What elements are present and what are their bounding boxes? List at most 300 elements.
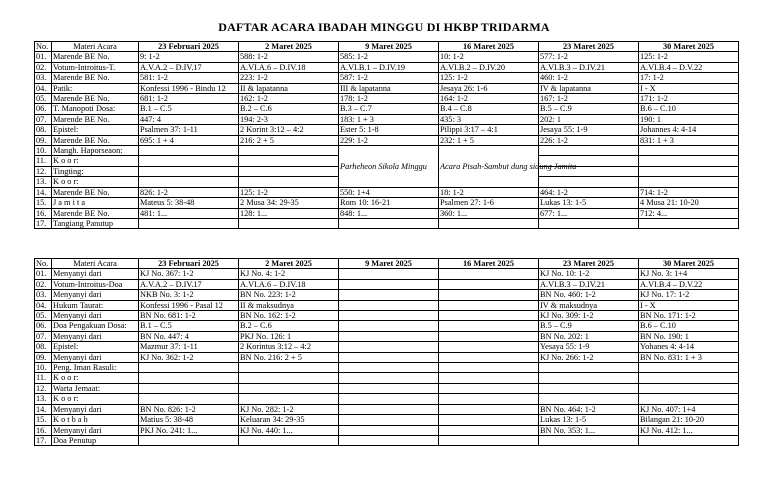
- row-number: 14.: [35, 404, 52, 414]
- table-cell: [439, 279, 539, 289]
- row-number: 14.: [35, 187, 52, 197]
- table-cell: [139, 383, 239, 393]
- table-cell: 585: 1-2: [339, 52, 439, 62]
- table-cell: B.5 – C.9: [539, 321, 639, 331]
- table-cell: 588: 1-2: [239, 52, 339, 62]
- row-number: 16.: [35, 208, 52, 218]
- table-cell: 2 Korint 3:12 – 4:2: [239, 125, 339, 135]
- table-cell: 162: 1-2: [239, 94, 339, 104]
- header-date: 9 Maret 2025: [339, 259, 439, 269]
- table-cell: BN No. 447: 4: [139, 331, 239, 341]
- table-cell: A.VI.B.3 – D.IV.21: [539, 62, 639, 72]
- table-cell: BN No. 681: 1-2: [139, 311, 239, 321]
- table-cell: [339, 373, 439, 383]
- table-row: [35, 269, 739, 279]
- table-cell: BN No. 190: 1: [639, 331, 739, 341]
- table-cell: [439, 218, 539, 228]
- table-row: [35, 383, 739, 393]
- table-cell: B.2 – C.6: [239, 104, 339, 114]
- row-label: K o o r:: [52, 156, 139, 166]
- row-label: Menyanyi dari: [52, 331, 139, 341]
- table-cell: [239, 146, 339, 156]
- table-cell: 10: 1-2: [439, 52, 539, 62]
- row-label: Peng. Iman Rasuli:: [52, 363, 139, 373]
- table-cell: [139, 146, 239, 156]
- table-cell: B.5 – C.9: [539, 104, 639, 114]
- table-cell: BN No. 831: 1 + 3: [639, 352, 739, 362]
- table-cell: [439, 331, 539, 341]
- table-cell: 9: 1-2: [139, 52, 239, 62]
- table-cell: 2 Korintus 3:12 – 4:2: [239, 342, 339, 352]
- table-cell: [539, 394, 639, 404]
- table-row: [35, 279, 739, 289]
- table-cell: NKB No. 3: 1-2: [139, 290, 239, 300]
- table-cell: Lukas 13: 1-5: [539, 198, 639, 208]
- table-cell: [339, 342, 439, 352]
- table-cell: [439, 269, 539, 279]
- row-label: Epistel:: [52, 342, 139, 352]
- table-cell: Lukas 13: 1-5: [539, 415, 639, 425]
- table-cell: 178: 1-2: [339, 94, 439, 104]
- table-cell: [639, 435, 739, 445]
- table-cell: [439, 352, 539, 362]
- table-cell: 223: 1-2: [239, 73, 339, 83]
- row-label: Marende BE No.: [52, 208, 139, 218]
- table-cell: 360: 1...: [439, 208, 539, 218]
- row-number: 17.: [35, 218, 52, 228]
- table-cell: BN No. 223: 1-2: [239, 290, 339, 300]
- row-label: K o o r:: [52, 394, 139, 404]
- table-cell: 460: 1-2: [539, 73, 639, 83]
- table-cell: [339, 404, 439, 414]
- table-cell: KJ No. 4: 1-2: [239, 269, 339, 279]
- table-row: [35, 187, 739, 197]
- row-label: K o o r:: [52, 373, 139, 383]
- table-cell: [139, 177, 239, 187]
- row-number: 01.: [35, 269, 52, 279]
- table-cell: [339, 425, 439, 435]
- table-cell: [539, 146, 639, 156]
- table-cell: 577: 1-2: [539, 52, 639, 62]
- table-cell: [639, 177, 739, 187]
- table-cell: Konfessi 1996 - Bindu 12: [139, 83, 239, 93]
- row-label: Marende BE No.: [52, 94, 139, 104]
- table-cell: A.VI.A.6 – D.IV.18: [239, 62, 339, 72]
- row-number: 11.: [35, 156, 52, 166]
- row-label: Marende BE No.: [52, 114, 139, 124]
- row-number: 13.: [35, 177, 52, 187]
- table-cell: BN No. 202: 1: [539, 331, 639, 341]
- table-cell: PKJ No. 241: 1...: [139, 425, 239, 435]
- table-row: [35, 62, 739, 72]
- table-cell: [439, 342, 539, 352]
- table-cell: 587: 1-2: [339, 73, 439, 83]
- table-cell: 18: 1-2: [439, 187, 539, 197]
- table-cell: 2 Musa 34: 29-35: [239, 198, 339, 208]
- row-number: 12.: [35, 383, 52, 393]
- table-cell: KJ No. 440: 1...: [239, 425, 339, 435]
- table-cell: [439, 394, 539, 404]
- table-cell: 229: 1-2: [339, 135, 439, 145]
- table-row: [35, 425, 739, 435]
- header-date: 23 Maret 2025: [539, 42, 639, 52]
- table-row: [35, 311, 739, 321]
- table-row: [35, 208, 739, 218]
- table-cell: [639, 394, 739, 404]
- row-number: 10.: [35, 146, 52, 156]
- table-cell: KJ No. 282: 1-2: [239, 404, 339, 414]
- table-cell: [139, 363, 239, 373]
- table-cell: [239, 373, 339, 383]
- table-cell: [439, 311, 539, 321]
- table-cell: Mateus 5: 38-48: [139, 198, 239, 208]
- table-cell: [139, 218, 239, 228]
- row-label: K o t b a h: [52, 415, 139, 425]
- table-cell: [639, 363, 739, 373]
- table-row: [35, 352, 739, 362]
- table-cell: 190: 1: [639, 114, 739, 124]
- table-cell: [439, 363, 539, 373]
- row-label: Menyanyi dari: [52, 352, 139, 362]
- header-date: 23 Februari 2025: [139, 259, 239, 269]
- row-label: Epistel:: [52, 125, 139, 135]
- table-cell: 194: 2-3: [239, 114, 339, 124]
- table-cell: I - X: [639, 300, 739, 310]
- table-cell: 171: 1-2: [639, 94, 739, 104]
- table-row: [35, 146, 739, 156]
- table-cell: [339, 300, 439, 310]
- table-cell: [239, 363, 339, 373]
- table-cell: PKJ No. 126: 1: [239, 331, 339, 341]
- table-cell: A.V.A.2 – D.IV.17: [139, 62, 239, 72]
- table-cell: Ester 5: 1-8: [339, 125, 439, 135]
- row-number: 02.: [35, 62, 52, 72]
- table-cell: [439, 404, 539, 414]
- table-cell: [439, 300, 539, 310]
- table-cell: [439, 321, 539, 331]
- row-number: 05.: [35, 311, 52, 321]
- header-date: 30 Maret 2025: [639, 259, 739, 269]
- table-cell: [339, 435, 439, 445]
- table-cell: KJ No. 266: 1-2: [539, 352, 639, 362]
- row-label: Marende BE No.: [52, 73, 139, 83]
- row-label: Menyanyi dari: [52, 290, 139, 300]
- row-label: Doa Penutup: [52, 435, 139, 445]
- header-date: 16 Maret 2025: [439, 42, 539, 52]
- row-number: 07.: [35, 331, 52, 341]
- table-cell: KJ No. 407: 1+4: [639, 404, 739, 414]
- table-cell: Psalmen 27: 1-6: [439, 198, 539, 208]
- table-cell: IV & maksudnya: [539, 300, 639, 310]
- table-cell: [339, 321, 439, 331]
- table-cell: [539, 363, 639, 373]
- table-cell: A.VI.A.6 – D.IV.18: [239, 279, 339, 289]
- table-cell: B.1 – C.5: [139, 321, 239, 331]
- row-label: J a m i t a: [52, 198, 139, 208]
- table-cell: [239, 218, 339, 228]
- table-header-row: [35, 259, 739, 269]
- row-label: Mangh. Haporseaon:: [52, 146, 139, 156]
- table-cell: 4 Musa 21: 10-20: [639, 198, 739, 208]
- table-cell: III & lapatanna: [339, 83, 439, 93]
- row-number: 09.: [35, 352, 52, 362]
- table-cell: 226: 1-2: [539, 135, 639, 145]
- row-number: 15.: [35, 198, 52, 208]
- table-cell: IV & lapatanna: [539, 83, 639, 93]
- row-number: 10.: [35, 363, 52, 373]
- table-cell: [439, 383, 539, 393]
- row-number: 12.: [35, 166, 52, 176]
- table-cell: 125: 1-2: [439, 73, 539, 83]
- table-cell: [239, 383, 339, 393]
- row-label: Votum-Introitus-T.: [52, 62, 139, 72]
- table-cell: KJ No. 362: 1-2: [139, 352, 239, 362]
- table-cell: [139, 373, 239, 383]
- row-number: 04.: [35, 83, 52, 93]
- table-cell: BN No. 162: 1-2: [239, 311, 339, 321]
- table-cell: [539, 435, 639, 445]
- table-cell: Psalmen 37: 1-11: [139, 125, 239, 135]
- row-label: Marende BE No.: [52, 135, 139, 145]
- table-cell: [539, 177, 639, 187]
- table-cell: A.VI.B.3 – D.IV.21: [539, 279, 639, 289]
- table-cell: [439, 373, 539, 383]
- table-row: [35, 300, 739, 310]
- table-cell: BN No. 353: 1...: [539, 425, 639, 435]
- table-cell: [539, 383, 639, 393]
- table-cell: KJ No. 309: 1-2: [539, 311, 639, 321]
- table-cell: [639, 373, 739, 383]
- table-cell: KJ No. 367: 1-2: [139, 269, 239, 279]
- table-cell: 695: 1 + 4: [139, 135, 239, 145]
- table-cell: 464: 1-2: [539, 187, 639, 197]
- table-cell: KJ No. 412: 1...: [639, 425, 739, 435]
- row-number: 13.: [35, 394, 52, 404]
- table-cell: BN No. 216: 2 + 5: [239, 352, 339, 362]
- table-cell: [639, 218, 739, 228]
- table-row: [35, 415, 739, 425]
- header-no: No.: [35, 42, 52, 52]
- table-cell: [239, 177, 339, 187]
- table-cell: [439, 425, 539, 435]
- table-cell: [339, 394, 439, 404]
- table-cell: II & maksudnya: [239, 300, 339, 310]
- table-cell: [639, 166, 739, 176]
- row-number: 09.: [35, 135, 52, 145]
- table-row: [35, 198, 739, 208]
- row-label: Menyanyi dari: [52, 404, 139, 414]
- table-cell: [139, 166, 239, 176]
- table-row: [35, 135, 739, 145]
- header-date: 23 Februari 2025: [139, 42, 239, 52]
- row-label: T. Manopoti Dosa:: [52, 104, 139, 114]
- table-cell: [339, 363, 439, 373]
- table-cell: Johannes 4: 4-14: [639, 125, 739, 135]
- table-cell: KJ No. 3: 1+4: [639, 269, 739, 279]
- table-cell: 167: 1-2: [539, 94, 639, 104]
- row-number: 16.: [35, 425, 52, 435]
- table-cell: Yohanes 4: 4-14: [639, 342, 739, 352]
- note-farewell-welcome: Acara Pisah-Sambut dung sidung Jamita: [439, 146, 539, 188]
- row-number: 03.: [35, 290, 52, 300]
- table-cell: [539, 373, 639, 383]
- row-label: Warta Jemaat:: [52, 383, 139, 393]
- table-cell: 481: 1...: [139, 208, 239, 218]
- table-cell: 712: 4...: [639, 208, 739, 218]
- note-sunday-school: Parheheon Sikola Minggu: [339, 146, 439, 188]
- row-label: Menyanyi dari: [52, 311, 139, 321]
- table-row: [35, 331, 739, 341]
- row-label: Tangiang Panutup: [52, 218, 139, 228]
- table-cell: 826: 1-2: [139, 187, 239, 197]
- table-cell: KJ No. 17: 1-2: [639, 290, 739, 300]
- table-cell: BN No. 460: 1-2: [539, 290, 639, 300]
- table-header-row: [35, 42, 739, 52]
- row-number: 04.: [35, 300, 52, 310]
- row-number: 02.: [35, 279, 52, 289]
- table-cell: [239, 156, 339, 166]
- header-date: 2 Maret 2025: [239, 42, 339, 52]
- table-cell: [339, 383, 439, 393]
- table-cell: 125: 1-2: [239, 187, 339, 197]
- table-cell: [639, 146, 739, 156]
- table-cell: Jesaya 55: 1-9: [539, 125, 639, 135]
- table-cell: B.6 – C.10: [639, 321, 739, 331]
- table-cell: B.1 – C.5: [139, 104, 239, 114]
- table-cell: A.V.A.2 – D.IV.17: [139, 279, 239, 289]
- table-cell: 581: 1-2: [139, 73, 239, 83]
- table-row: [35, 394, 739, 404]
- table-cell: BN No. 464: 1-2: [539, 404, 639, 414]
- table-cell: KJ No. 10: 1-2: [539, 269, 639, 279]
- table-cell: 550: 1+4: [339, 187, 439, 197]
- table-row: [35, 114, 739, 124]
- table-cell: [639, 156, 739, 166]
- table-row: [35, 52, 739, 62]
- table-cell: Yesaya 55: 1-9: [539, 342, 639, 352]
- table-cell: [339, 279, 439, 289]
- table-cell: 232: 1 + 5: [439, 135, 539, 145]
- row-label: Marende BE No.: [52, 52, 139, 62]
- table-cell: Bilangan 21: 10-20: [639, 415, 739, 425]
- table-cell: [339, 269, 439, 279]
- table-cell: 164: 1-2: [439, 94, 539, 104]
- table-cell: [339, 290, 439, 300]
- table-cell: [339, 218, 439, 228]
- table-row: [35, 373, 739, 383]
- row-number: 08.: [35, 342, 52, 352]
- table-cell: 216: 2 + 5: [239, 135, 339, 145]
- table-cell: B.3 – C.7: [339, 104, 439, 114]
- table-cell: [239, 394, 339, 404]
- row-label: Hukum Taurat:: [52, 300, 139, 310]
- row-label: Doa Pengakuan Dosa:: [52, 321, 139, 331]
- table-cell: [239, 435, 339, 445]
- table-cell: 831: 1 + 3: [639, 135, 739, 145]
- table-cell: 848: 1...: [339, 208, 439, 218]
- table-cell: [439, 435, 539, 445]
- table-cell: A.VI.B.2 – D.IV.20: [439, 62, 539, 72]
- table-cell: [239, 166, 339, 176]
- table-cell: 17: 1-2: [639, 73, 739, 83]
- table-cell: B.2 – C.6: [239, 321, 339, 331]
- row-number: 06.: [35, 321, 52, 331]
- row-label: Menyanyi dari: [52, 425, 139, 435]
- row-number: 03.: [35, 73, 52, 83]
- row-number: 01.: [35, 52, 52, 62]
- schedule-table-batak: [34, 41, 739, 229]
- table-cell: Pilippi 3:17 – 4:1: [439, 125, 539, 135]
- row-number: 07.: [35, 114, 52, 124]
- table-row: [35, 125, 739, 135]
- table-row: [35, 83, 739, 93]
- table-cell: 681: 1-2: [139, 94, 239, 104]
- table-cell: [139, 394, 239, 404]
- table-cell: [639, 383, 739, 393]
- table-cell: [339, 352, 439, 362]
- table-cell: [539, 218, 639, 228]
- table-row: [35, 363, 739, 373]
- header-date: 23 Maret 2025: [539, 259, 639, 269]
- table-cell: 183: 1 + 3: [339, 114, 439, 124]
- row-label: Votum-Introitus-Doa: [52, 279, 139, 289]
- table-cell: 125: 1-2: [639, 52, 739, 62]
- table-cell: 202: 1: [539, 114, 639, 124]
- table-cell: [339, 415, 439, 425]
- row-number: 05.: [35, 94, 52, 104]
- table-cell: Jesaya 26: 1-6: [439, 83, 539, 93]
- row-label: Marende BE No.: [52, 187, 139, 197]
- table-cell: [339, 311, 439, 321]
- table-cell: A.VI.B.4 – D.V.22: [639, 279, 739, 289]
- table-cell: II & lapatanna: [239, 83, 339, 93]
- header-materi: Materi Acara: [52, 259, 139, 269]
- table-cell: B.6 – C.10: [639, 104, 739, 114]
- table-cell: 435: 3: [439, 114, 539, 124]
- table-cell: Rom 10: 16-21: [339, 198, 439, 208]
- header-no: No.: [35, 259, 52, 269]
- table-row: [35, 290, 739, 300]
- table-cell: [439, 415, 539, 425]
- table-cell: 128: 1...: [239, 208, 339, 218]
- row-number: 08.: [35, 125, 52, 135]
- table-cell: BN No. 826: 1-2: [139, 404, 239, 414]
- table-cell: 677: 1...: [539, 208, 639, 218]
- table-row: [35, 435, 739, 445]
- table-cell: [439, 290, 539, 300]
- table-row: [35, 404, 739, 414]
- table-cell: BN No. 171: 1-2: [639, 311, 739, 321]
- table-cell: B.4 – C.8: [439, 104, 539, 114]
- row-label: Patik:: [52, 83, 139, 93]
- row-label: K o o r:: [52, 177, 139, 187]
- table-row: [35, 321, 739, 331]
- row-number: 15.: [35, 415, 52, 425]
- table-cell: 447: 4: [139, 114, 239, 124]
- row-number: 06.: [35, 104, 52, 114]
- table-cell: Keluaran 34: 29-35: [239, 415, 339, 425]
- table-cell: 714: 1-2: [639, 187, 739, 197]
- table-row: [35, 218, 739, 228]
- table-cell: [139, 156, 239, 166]
- table-row: [35, 342, 739, 352]
- table-cell: I - X: [639, 83, 739, 93]
- table-cell: A.VI.B.4 – D.V.22: [639, 62, 739, 72]
- header-date: 16 Maret 2025: [439, 259, 539, 269]
- table-cell: [139, 435, 239, 445]
- table-cell: A.VI.B.1 – D.IV.19: [339, 62, 439, 72]
- table-cell: Konfessi 1996 - Pasal 12: [139, 300, 239, 310]
